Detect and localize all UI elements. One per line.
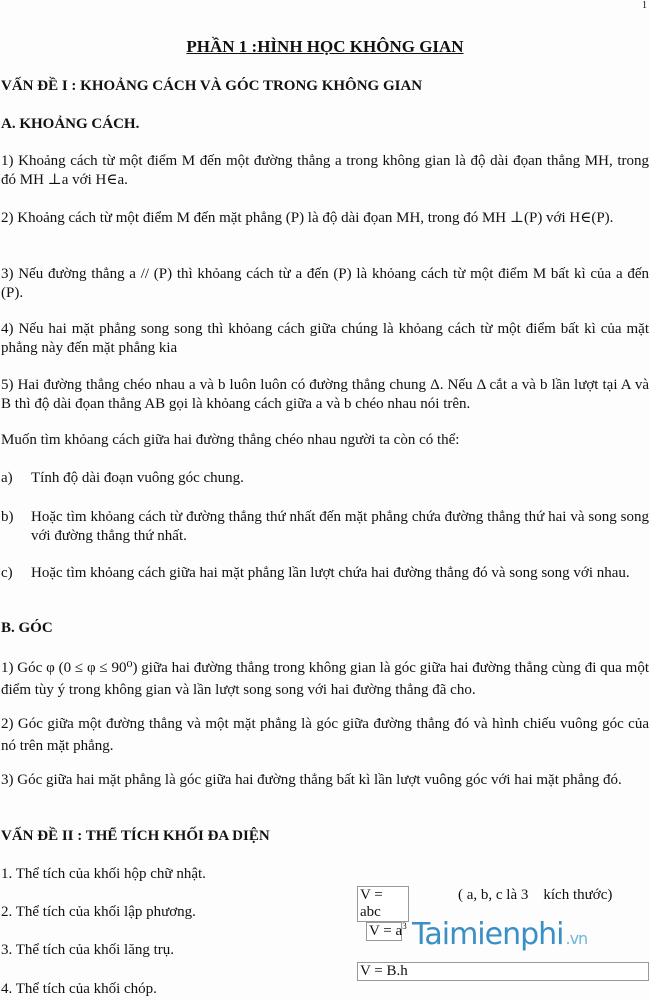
distance-item-3: 3) Nếu đường thẳng a // (P) thì khỏang cách từ a đến (P) là khỏang cách từ một điểm M bất kì của a đến (P). bbox=[1, 266, 649, 301]
option-marker: c) bbox=[1, 565, 13, 581]
option-c bbox=[1, 564, 649, 583]
distance-item-5: 5) Hai đường thẳng chéo nhau a và b luôn luôn có đường thẳng chung Δ. Nếu Δ cắt a và b lần lượt tại A và B thì độ dài đọan thẳng AB gọi là khỏang cách giữa a và b chéo nhau nói trên. bbox=[1, 377, 649, 412]
logo-suffix: .vn bbox=[565, 929, 588, 948]
volume-item-3: 3. Thể tích của khối lăng trụ. bbox=[1, 942, 175, 958]
logo-main: Taimienphi bbox=[412, 917, 564, 952]
option-marker: b) bbox=[1, 509, 14, 525]
distance-intro: Muốn tìm khỏang cách giữa hai đường thẳng chéo nhau người ta còn có thể: bbox=[1, 432, 460, 448]
angle-item-3: 3) Góc giữa hai mặt phẳng là góc giữa hai đường thẳng bất kì lần lượt vuông góc với hai mặt phẳng đó. bbox=[1, 772, 622, 788]
option-b bbox=[1, 508, 649, 546]
formula-prism-volume: V = B.h bbox=[357, 962, 649, 981]
section-b-heading: B. GÓC bbox=[1, 620, 53, 636]
angle-item-2: 2) Góc giữa một đường thẳng và một mặt phẳng là góc giữa đường thẳng đó và hình chiếu vuông góc của nó trên mặt phẳng. bbox=[1, 716, 649, 754]
formula-cube-volume bbox=[366, 921, 407, 941]
volume-item-2: 2. Thể tích của khối lập phương. bbox=[1, 904, 196, 920]
page-title: PHẦN 1 :HÌNH HỌC KHÔNG GIAN bbox=[186, 37, 464, 56]
option-text: Hoặc tìm khỏang cách từ đường thẳng thứ nhất đến mặt phẳng chứa đường thẳng thứ hai và song song với đường thẳng thứ nhất. bbox=[31, 509, 649, 544]
formula-box-note: ( a, b, c là 3 kích thước) bbox=[458, 887, 613, 903]
topic1-heading: VẤN ĐỀ I : KHOẢNG CÁCH VÀ GÓC TRONG KHÔNG GIAN bbox=[1, 78, 423, 94]
distance-item-1: 1) Khoảng cách từ một điểm M đến một đường thẳng a trong không gian là độ dài đọan thẳng MH, trong đó MH ⊥a với H∈a. bbox=[1, 153, 649, 188]
option-text: Hoặc tìm khỏang cách giữa hai mặt phẳng lần lượt chứa hai đường thẳng đó và song song với nhau. bbox=[31, 565, 630, 581]
volume-item-4: 4. Thể tích của khối chóp. bbox=[1, 981, 157, 997]
distance-item-4: 4) Nếu hai mặt phẳng song song thì khỏang cách giữa chúng là khỏang cách từ một điểm bất kì của mặt phẳng này đến mặt phẳng kia bbox=[1, 321, 649, 356]
page-number: 1 bbox=[642, 0, 647, 11]
formula-cube-base: V = a bbox=[369, 923, 403, 939]
taimienphi-watermark-logo bbox=[412, 918, 587, 952]
distance-item-2: 2) Khoảng cách từ một điểm M đến mặt phẳng (P) là độ dài đọan MH, trong đó MH ⊥(P) với H∈(P). bbox=[1, 210, 614, 226]
option-a bbox=[1, 469, 649, 488]
angle-item-1: 1) Góc φ (0 ≤ φ ≤ 90⁰) giữa hai đường thẳng trong không gian là góc giữa hai đường thẳng cùng đi qua một điểm tùy ý trong không gian và lần lượt song song với hai đường thẳng đã cho. bbox=[1, 660, 649, 698]
formula-cube-exponent: 3 bbox=[402, 921, 407, 931]
section-a-heading: A. KHOẢNG CÁCH. bbox=[1, 116, 140, 132]
volume-item-1: 1. Thể tích của khối hộp chữ nhật. bbox=[1, 866, 206, 882]
formula-box-volume: V = abc bbox=[357, 886, 409, 922]
option-text: Tính độ dài đoạn vuông góc chung. bbox=[31, 470, 244, 486]
option-marker: a) bbox=[1, 470, 13, 486]
topic2-heading: VẤN ĐỀ II : THỂ TÍCH KHỐI ĐA DIỆN bbox=[1, 828, 270, 844]
